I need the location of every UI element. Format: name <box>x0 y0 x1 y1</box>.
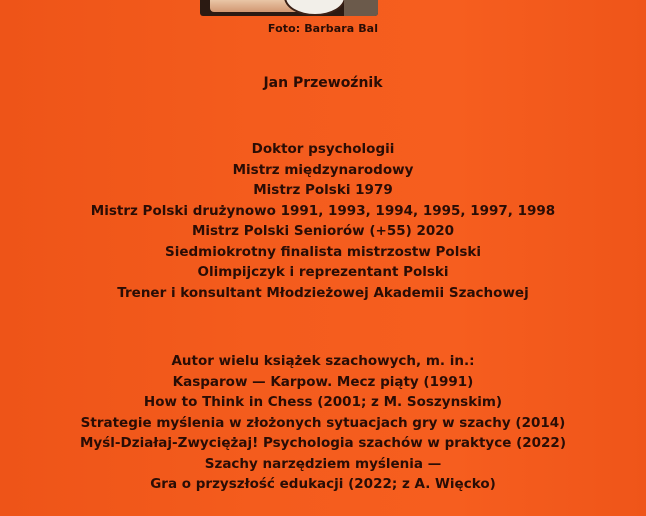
works-list <box>0 351 646 495</box>
work-line: Kasparow — Karpow. Mecz piąty (1991) <box>172 373 474 390</box>
credential-line: Mistrz Polski drużynowo 1991, 1993, 1994, 1995, 1997, 1998 <box>90 202 556 219</box>
credential-line: Mistrz Polski 1979 <box>253 182 393 198</box>
credentials-list <box>0 139 646 303</box>
work-line: Myśl-Działaj-Zwyciężaj! Psychologia szachów w praktyce (2022) <box>80 435 566 451</box>
work-line: How to Think in Chess (2001; z M. Soszynskim) <box>143 394 503 410</box>
credential-line: Doktor psychologii <box>251 141 395 157</box>
author-photo <box>200 0 378 16</box>
work-line: Gra o przyszłość edukacji (2022; z A. Więcko) <box>150 476 496 492</box>
works-intro: Autor wielu książek szachowych, m. in.: <box>171 353 475 369</box>
photo-background <box>344 0 378 16</box>
photo-chess-clock <box>284 0 346 16</box>
credential-line: Olimpijczyk i reprezentant Polski <box>197 264 449 280</box>
work-line: Strategie myślenia w złożonych sytuacjach gry w szachy (2014) <box>80 414 566 431</box>
photo-caption: Foto: Barbara Bal <box>267 22 379 35</box>
credential-line: Trener i konsultant Młodzieżowej Akademii Szachowej <box>117 284 529 301</box>
credential-line: Mistrz Polski Seniorów (+55) 2020 <box>191 223 455 239</box>
credential-line: Mistrz międzynarodowy <box>232 161 414 178</box>
work-line: Szachy narzędziem myślenia — <box>204 455 442 472</box>
credential-line: Siedmiokrotny finalista mistrzostw Polski <box>165 243 481 260</box>
author-name: Jan Przewoźnik <box>263 75 383 91</box>
